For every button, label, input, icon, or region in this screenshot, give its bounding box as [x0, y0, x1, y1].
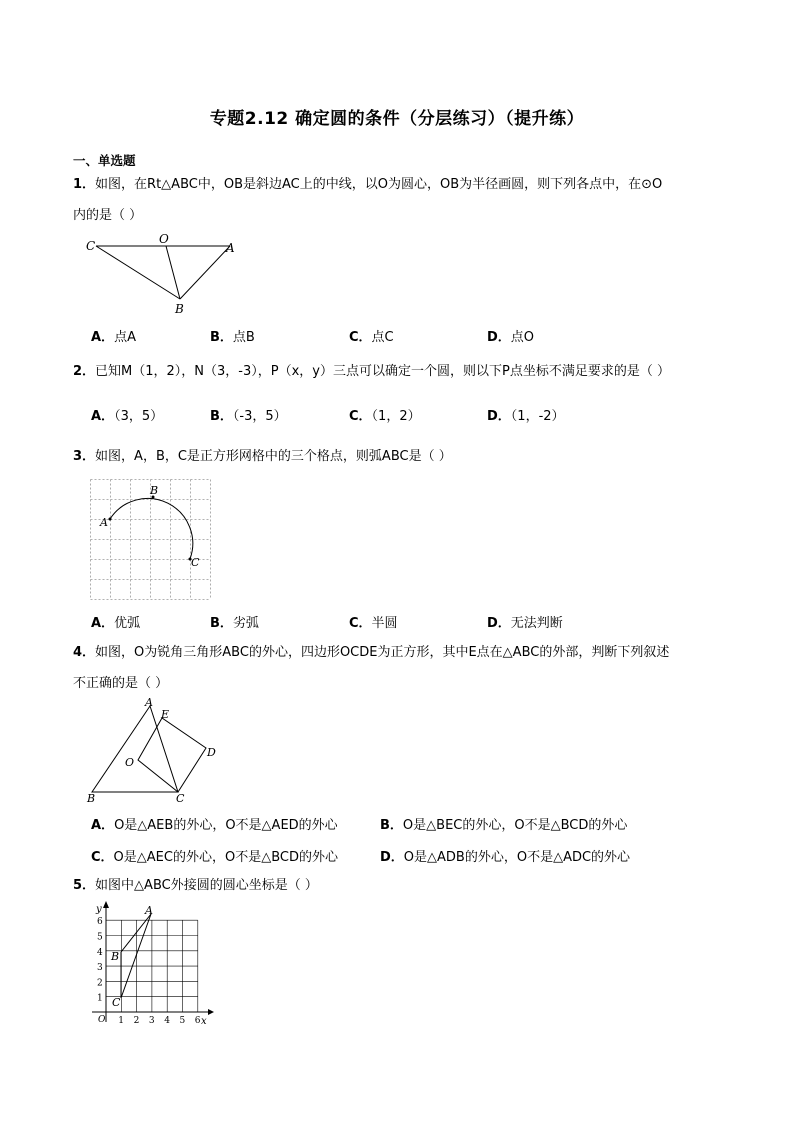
q4-option-c[interactable] [91, 846, 338, 865]
option-text: O是△BEC的外心，O不是△BCD的外心 [402, 818, 628, 833]
option-letter: B． [210, 409, 233, 424]
option-text: 点B [232, 330, 255, 345]
q4-option-b[interactable] [380, 814, 627, 833]
option-letter: A． [91, 616, 115, 631]
y-axis-arrow [103, 901, 109, 908]
label-a: A [100, 516, 108, 529]
x-tick-label: 2 [133, 1016, 140, 1026]
question-1-number: 1． [73, 177, 96, 192]
option-text: （-3，5） [232, 409, 287, 424]
q3-option-c[interactable] [349, 612, 398, 631]
y-tick-label: 1 [97, 993, 103, 1004]
segment-ba [121, 914, 151, 952]
option-text: O是△AEC的外心，O不是△BCD的外心 [113, 850, 338, 865]
label-c: C [86, 239, 96, 253]
question-3-line1 [73, 447, 452, 467]
question-1-line1 [73, 175, 662, 195]
option-text: O是△ADB的外心，O不是△ADC的外心 [403, 850, 631, 865]
option-letter: A． [91, 818, 115, 833]
option-text: 点C [371, 330, 394, 345]
q1-option-d[interactable] [487, 326, 534, 345]
q1-option-a[interactable] [91, 326, 136, 345]
question-5-figure [88, 900, 214, 1026]
option-text: O是△AEB的外心，O不是△AED的外心 [114, 818, 338, 833]
y-tick-label: 4 [97, 947, 103, 958]
option-text: 点O [510, 330, 535, 345]
option-text: 劣弧 [232, 616, 259, 631]
y-tick-label: 3 [97, 963, 103, 974]
question-2-line1 [73, 362, 670, 382]
q4-option-a[interactable] [91, 814, 338, 833]
option-letter: D． [487, 409, 511, 424]
q3-option-b[interactable] [210, 612, 259, 631]
option-text: 优弧 [114, 616, 141, 631]
question-1-figure [84, 232, 244, 316]
option-text: 半圆 [371, 616, 398, 631]
label-a: A [145, 696, 153, 709]
option-letter: C． [349, 409, 372, 424]
option-text: （3，5） [114, 409, 164, 424]
option-text: 无法判断 [510, 616, 563, 631]
segment-cb [96, 246, 180, 299]
x-tick-label: 5 [179, 1016, 186, 1026]
label-b: B [175, 302, 184, 316]
section-heading: 一、单选题 [73, 153, 136, 168]
y-tick-label: 6 [97, 917, 103, 928]
segment-ca [121, 914, 151, 998]
x-axis-arrow [208, 1009, 214, 1015]
y-tick-label: 2 [97, 978, 103, 989]
x-tick-label: 6 [194, 1016, 201, 1026]
question-4-figure [84, 696, 224, 804]
option-letter: A． [91, 409, 115, 424]
axis-ticks [97, 917, 201, 1026]
option-letter: B． [210, 330, 233, 345]
q2-option-d[interactable] [487, 405, 565, 424]
label-b: B [150, 484, 159, 497]
arc-abc [110, 498, 193, 559]
question-4-number: 4． [73, 645, 96, 660]
question-4-text: 如图，O为锐角三角形ABC的外心，四边形OCDE为正方形，其中E点在△ABC的外部，判断下列叙述 [95, 645, 670, 660]
q1-option-c[interactable] [349, 326, 394, 345]
label-y: y [96, 904, 102, 915]
label-b: B [87, 792, 96, 804]
x-tick-label: 1 [118, 1016, 125, 1026]
label-o: O [159, 232, 169, 246]
label-o: O [125, 756, 135, 769]
option-letter: B． [210, 616, 233, 631]
option-text: （1，2） [371, 409, 421, 424]
question-5-line1 [73, 876, 318, 896]
option-letter: B． [380, 818, 403, 833]
question-5-text: 如图中△ABC外接圆的圆心坐标是（ ） [95, 878, 318, 893]
segment-ab [180, 246, 230, 299]
option-letter: C． [349, 616, 372, 631]
label-b: B [111, 950, 120, 963]
point-a [109, 518, 112, 521]
option-letter: C． [91, 850, 114, 865]
question-5-number: 5． [73, 878, 96, 893]
label-x: x [201, 1016, 207, 1026]
q3-option-a[interactable] [91, 612, 140, 631]
label-e: E [161, 708, 170, 721]
option-letter: C． [349, 330, 372, 345]
page-title: 专题2.12 确定圆的条件（分层练习）（提升练） [209, 109, 585, 129]
q2-option-c[interactable] [349, 405, 421, 424]
label-c: C [112, 996, 121, 1009]
label-origin: O [98, 1015, 106, 1025]
label-a: A [145, 904, 153, 917]
label-c: C [191, 556, 200, 569]
option-letter: A． [91, 330, 115, 345]
y-tick-label: 5 [97, 932, 103, 943]
option-letter: D． [487, 616, 511, 631]
question-4-line1 [73, 643, 669, 663]
question-1-line2: 内的是（ ） [73, 208, 143, 223]
x-tick-label: 4 [164, 1016, 170, 1026]
label-a: A [226, 241, 235, 255]
q4-option-d[interactable] [380, 846, 630, 865]
q1-option-b[interactable] [210, 326, 255, 345]
question-3-figure [90, 479, 211, 600]
question-2-number: 2． [73, 364, 96, 379]
q2-option-b[interactable] [210, 405, 287, 424]
x-tick-label: 3 [148, 1016, 155, 1026]
question-2-text: 已知M（1，2），N（3，-3），P（x，y）三点可以确定一个圆，则以下P点坐标不满足要求的是（ ） [95, 364, 670, 379]
q2-option-a[interactable] [91, 405, 163, 424]
square-ocde [138, 718, 206, 792]
label-d: D [207, 746, 216, 759]
question-1-text: 如图，在Rt△ABC中，OB是斜边AC上的中线，以O为圆心，OB为半径画圆，则下列各点中，在⊙O [95, 177, 663, 192]
option-text: （1，-2） [510, 409, 565, 424]
q3-option-d[interactable] [487, 612, 563, 631]
question-3-number: 3． [73, 449, 96, 464]
label-c: C [176, 792, 185, 804]
question-4-line2: 不正确的是（ ） [73, 676, 169, 691]
option-text: 点A [114, 330, 136, 345]
question-3-text: 如图，A，B，C是正方形网格中的三个格点，则弧ABC是（ ） [95, 449, 452, 464]
option-letter: D． [487, 330, 511, 345]
option-letter: D． [380, 850, 404, 865]
